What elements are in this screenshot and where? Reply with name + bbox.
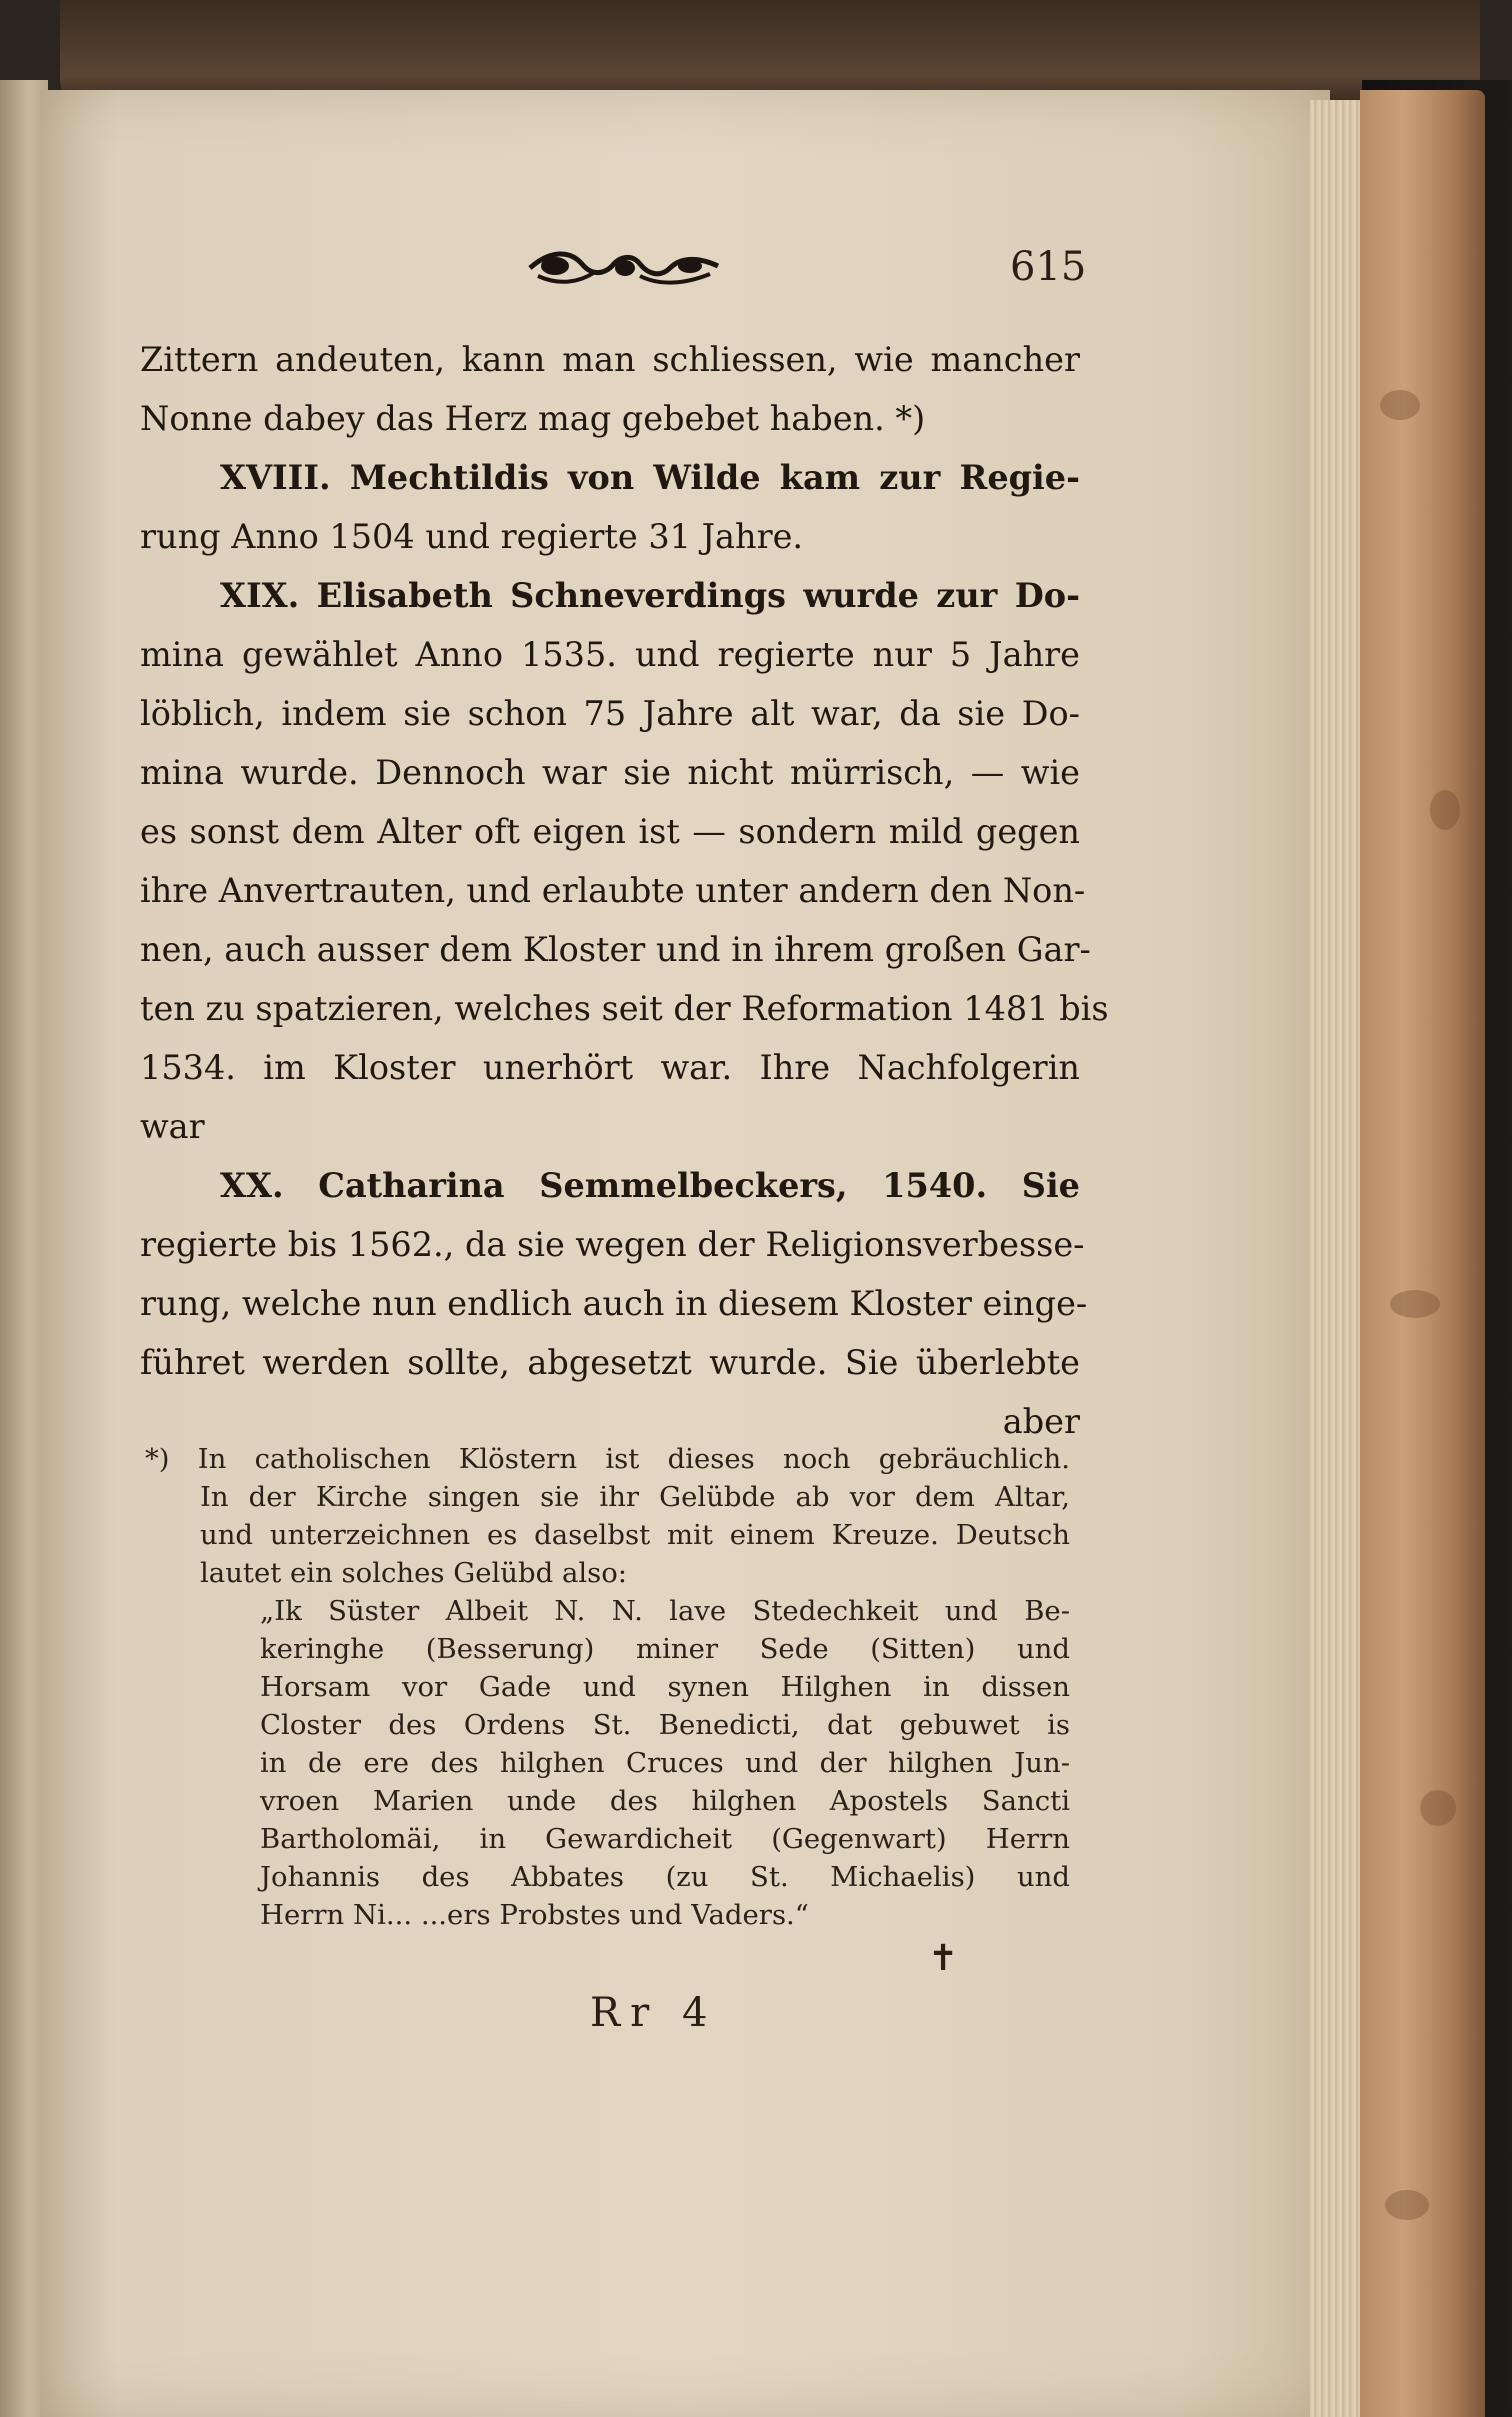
vow-quote-line: vroen Marien unde des hilghen Apostels Sancti <box>260 1785 1070 1817</box>
footnote-line: und unterzeichnen es daselbst mit einem Kreuze. Deutsch <box>200 1519 1070 1551</box>
text-line: mina gewählet Anno 1535. und regierte nur 5 Jahre <box>140 635 1080 674</box>
text-line: rung, welche nun endlich auch in diesem Kloster einge- <box>140 1284 1088 1323</box>
vow-quote-line: keringhe (Besserung) miner Sede (Sitten) und <box>260 1633 1070 1665</box>
headpiece-ornament-icon <box>520 246 730 290</box>
main-text-block <box>140 330 1109 1451</box>
section-heading-xix: XIX. Elisabeth Schneverdings wurde zur Do- <box>220 576 1080 615</box>
footnote-line: In der Kirche singen sie ihr Gelübde ab vor dem Altar, <box>200 1481 1070 1513</box>
vow-quote-line: Closter des Ordens St. Benedicti, dat gebuwet is <box>260 1709 1070 1741</box>
text-line: ihre Anvertrauten, und erlaubte unter andern den Non- <box>140 871 1086 910</box>
footnote-line: lautet ein solches Gelübd also: <box>200 1557 628 1589</box>
vow-quote-line: Herrn Ni... ...ers Probstes und Vaders.“ <box>260 1899 809 1931</box>
section-heading-xviii: XVIII. Mechtildis von Wilde kam zur Regie- <box>220 458 1080 497</box>
text-line: mina wurde. Dennoch war sie nicht mürrisch, — wie <box>140 753 1080 792</box>
text-line: nen, auch ausser dem Kloster und in ihrem großen Gar- <box>140 930 1091 969</box>
text-line: rung Anno 1504 und regierte 31 Jahre. <box>140 517 804 556</box>
text-line: regierte bis 1562., da sie wegen der Religionsverbesse- <box>140 1225 1085 1264</box>
cross-icon: ✝ <box>928 1938 959 1979</box>
text-line: löblich, indem sie schon 75 Jahre alt war, da sie Do- <box>140 694 1080 733</box>
text-line: führet werden sollte, abgesetzt wurde. Sie überlebte <box>140 1343 1080 1382</box>
text-line: es sonst dem Alter oft eigen ist — sondern mild gegen <box>140 812 1080 851</box>
text-line: Zittern andeuten, kann man schliessen, wie mancher <box>140 340 1080 379</box>
vow-quote-line: in de ere des hilghen Cruces und der hilghen Jun- <box>260 1747 1070 1779</box>
catchword: aber <box>1002 1402 1080 1441</box>
signature-mark: Rr 4 <box>590 1990 718 2036</box>
vow-quote-line: „Ik Süster Albeit N. N. lave Stedechkeit und Be- <box>260 1595 1070 1627</box>
footnote-block <box>145 1440 1070 1934</box>
vow-quote-line: Bartholomäi, in Gewardicheit (Gegenwart) Herrn <box>260 1823 1070 1855</box>
text-line: ten zu spatzieren, welches seit der Reformation 1481 bis <box>140 989 1109 1028</box>
vow-quote-line: Horsam vor Gade und synen Hilghen in dissen <box>260 1671 1070 1703</box>
text-line: war <box>140 1107 205 1146</box>
section-heading-xx: XX. Catharina Semmelbeckers, 1540. Sie <box>220 1166 1080 1205</box>
footnote-line: *) In catholischen Klöstern ist dieses noch gebräuchlich. <box>145 1443 1070 1475</box>
vow-quote-line: Johannis des Abbates (zu St. Michaelis) und <box>260 1861 1070 1893</box>
page-number: 615 <box>1010 244 1087 290</box>
book-cover-edge <box>1360 90 1485 2417</box>
text-line: Nonne dabey das Herz mag gebebet haben. *) <box>140 399 926 438</box>
text-line: 1534. im Kloster unerhört war. Ihre Nachfolgerin <box>140 1048 1080 1087</box>
